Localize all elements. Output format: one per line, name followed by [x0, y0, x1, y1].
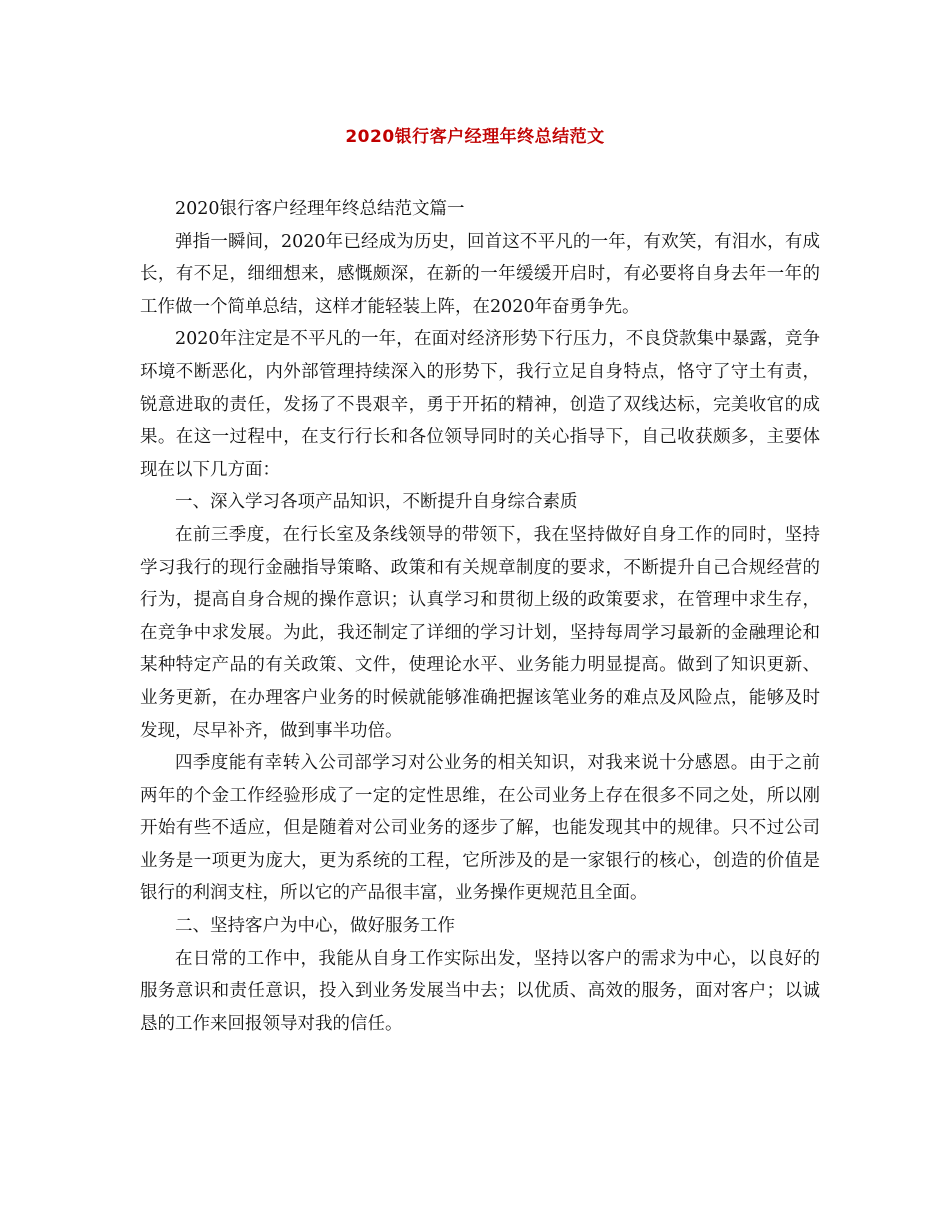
- paragraph: 在日常的工作中，我能从自身工作实际出发，坚持以客户的需求为中心，以良好的服务意识和责任意识，投入到业务发展当中去；以优质、高效的服务，面对客户；以诚恳的工作来回报领导对我的信任。: [140, 948, 820, 1034]
- paragraph: 弹指一瞬间，2020年已经成为历史，回首这不平凡的一年，有欢笑，有泪水，有成长，有不足，细细想来，感慨颇深，在新的一年缓缓开启时，有必要将自身去年一年的工作做一个简单总结，这样才能轻装上阵，在2020年奋勇争先。: [140, 231, 820, 317]
- paragraph: 在前三季度，在行长室及条线领导的带领下，我在坚持做好自身工作的同时，坚持学习我行的现行金融指导策略、政策和有关规章制度的要求，不断提升自己合规经营的行为，提高自身合规的操作意识；认真学习和贯彻上级的政策要求，在管理中求生存，在竞争中求发展。为此，我还制定了详细的学习计划，坚持每周学习最新的金融理论和某种特定产品的有关政策、文件，使理论水平、业务能力明显提高。做到了知识更新、业务更新，在办理客户业务的时候就能够准确把握该笔业务的难点及风险点，能够及时发现，尽早补齐，做到事半功倍。: [140, 524, 820, 741]
- section-heading: 一、深入学习各项产品知识，不断提升自身综合素质: [175, 492, 578, 513]
- paragraph: 2020年注定是不平凡的一年，在面对经济形势下行压力，不良贷款集中暴露，竞争环境不断恶化，内外部管理持续深入的形势下，我行立足自身特点，恪守了守土有责，锐意进取的责任，发扬了不畏艰辛，勇于开拓的精神，创造了双线达标，完美收官的成果。在这一过程中，在支行行长和各位领导同时的关心指导下，自己收获颇多，主要体现在以下几方面：: [140, 329, 820, 480]
- paragraph: 四季度能有幸转入公司部学习对公业务的相关知识，对我来说十分感恩。由于之前两年的个金工作经验形成了一定的定性思维，在公司业务上存在很多不同之处，所以刚开始有些不适应，但是随着对公司业务的逐步了解，也能发现其中的规律。只不过公司业务是一项更为庞大，更为系统的工程，它所涉及的是一家银行的核心，创造的价值是银行的利润支柱，所以它的产品很丰富，业务操作更规范且全面。: [140, 753, 820, 904]
- document-body: [140, 193, 820, 1040]
- document-title: 2020银行客户经理年终总结范文: [345, 127, 605, 147]
- section-heading: 2020银行客户经理年终总结范文篇一: [175, 199, 465, 219]
- section-heading: 二、坚持客户为中心，做好服务工作: [175, 916, 455, 937]
